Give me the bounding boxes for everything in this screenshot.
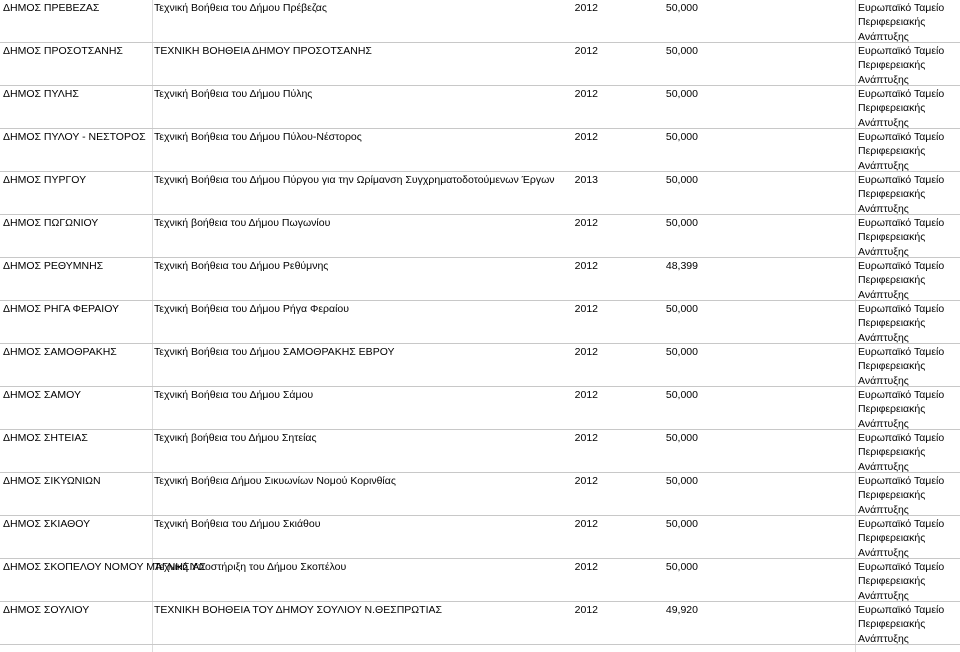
fund-line: Περιφερειακής	[858, 618, 926, 631]
year-cell: 2012	[574, 260, 598, 272]
fund-line: Περιφερειακής	[858, 360, 926, 373]
description-cell: Τεχνική Βοήθεια Δήμου Σικυωνίων Νομού Κορινθίας	[154, 475, 396, 487]
description-cell: Τεχνική Βοήθεια του Δήμου Πύλου-Νέστορος	[154, 131, 362, 143]
table-row	[0, 344, 960, 387]
year-cell: 2012	[574, 217, 598, 229]
table-row	[0, 258, 960, 301]
fund-line: Ανάπτυξης	[858, 159, 909, 172]
table-row	[0, 0, 960, 43]
municipality-cell: ΔΗΜΟΣ ΠΥΛΗΣ	[3, 88, 79, 100]
fund-line: Περιφερειακής	[858, 59, 926, 72]
municipality-cell: ΔΗΜΟΣ ΠΥΛΟΥ - ΝΕΣΤΟΡΟΣ	[3, 131, 146, 143]
municipality-cell: ΔΗΜΟΣ ΣΑΜΟΥ	[3, 389, 81, 401]
description-cell: Τεχνική Βοήθεια του Δήμου Σάμου	[154, 389, 314, 401]
year-cell: 2012	[574, 604, 598, 616]
year-cell: 2012	[574, 561, 598, 573]
fund-line: Ευρωπαϊκό Ταμείο	[858, 389, 945, 401]
amount-cell: 50,000	[665, 88, 698, 100]
fund-line: Ανάπτυξης	[858, 632, 909, 645]
fund-cell	[858, 431, 958, 474]
municipality-cell: ΔΗΜΟΣ ΠΥΡΓΟΥ	[3, 174, 87, 186]
fund-line: Ανάπτυξης	[858, 589, 909, 602]
table-row	[0, 516, 960, 559]
municipality-cell: ΔΗΜΟΣ ΣΗΤΕΙΑΣ	[3, 432, 88, 444]
fund-line: Περιφερειακής	[858, 102, 926, 115]
table-row	[0, 215, 960, 258]
amount-cell: 49,920	[665, 604, 698, 616]
municipality-cell: ΔΗΜΟΣ ΣΟΥΛΙΟΥ	[3, 604, 90, 616]
municipality-cell: ΔΗΜΟΣ ΠΡΕΒΕΖΑΣ	[3, 2, 100, 14]
fund-line: Ανάπτυξης	[858, 503, 909, 516]
table-row	[0, 172, 960, 215]
year-cell: 2012	[574, 45, 598, 57]
fund-line: Ευρωπαϊκό Ταμείο	[858, 217, 945, 229]
fund-line: Περιφερειακής	[858, 188, 926, 201]
fund-cell	[858, 302, 958, 345]
year-cell: 2013	[574, 174, 598, 186]
fund-cell	[858, 517, 958, 560]
table-row	[0, 602, 960, 645]
fund-line: Περιφερειακής	[858, 575, 926, 588]
fund-line: Περιφερειακής	[858, 403, 926, 416]
fund-cell	[858, 560, 958, 603]
fund-cell	[858, 603, 958, 646]
amount-cell: 50,000	[665, 131, 698, 143]
fund-line: Περιφερειακής	[858, 446, 926, 459]
fund-line: Ευρωπαϊκό Ταμείο	[858, 518, 945, 530]
fund-cell	[858, 345, 958, 388]
fund-line: Περιφερειακής	[858, 145, 926, 158]
municipality-cell: ΔΗΜΟΣ ΣΚΟΠΕΛΟΥ ΝΟΜΟΥ ΜΑΓΝΗΣΙΑΣ	[3, 561, 206, 573]
fund-cell	[858, 173, 958, 216]
description-cell: Τεχνική Βοήθεια του Δήμου Πρέβεζας	[154, 2, 327, 14]
year-cell: 2012	[574, 131, 598, 143]
amount-cell: 50,000	[665, 389, 698, 401]
fund-cell	[858, 259, 958, 302]
year-cell: 2012	[574, 389, 598, 401]
municipality-cell: ΔΗΜΟΣ ΠΩΓΩΝΙΟΥ	[3, 217, 99, 229]
fund-cell	[858, 130, 958, 173]
fund-cell	[858, 1, 958, 44]
description-cell: ΤΕΧΝΙΚΗ ΒΟΗΘΕΙΑ ΔΗΜΟΥ ΠΡΟΣΟΤΣΑΝΗΣ	[154, 45, 372, 57]
fund-cell	[858, 474, 958, 517]
amount-cell: 50,000	[665, 2, 698, 14]
description-cell: Τεχνική Βοήθεια του Δήμου Ρήγα Φεραίου	[154, 303, 349, 315]
description-cell: ΤΕΧΝΙΚΗ ΒΟΗΘΕΙΑ ΤΟΥ ΔΗΜΟΥ ΣΟΥΛΙΟΥ Ν.ΘΕΣΠΡΩΤΙΑΣ	[154, 604, 442, 616]
fund-line: Ανάπτυξης	[858, 460, 909, 473]
fund-line: Ευρωπαϊκό Ταμείο	[858, 88, 945, 100]
year-cell: 2012	[574, 432, 598, 444]
description-cell: Τεχνική Βοήθεια του Δήμου Πύλης	[154, 88, 313, 100]
fund-line: Περιφερειακής	[858, 274, 926, 287]
table-row	[0, 86, 960, 129]
fund-line: Ανάπτυξης	[858, 202, 909, 215]
fund-line: Ευρωπαϊκό Ταμείο	[858, 604, 945, 616]
fund-cell	[858, 87, 958, 130]
amount-cell: 50,000	[665, 217, 698, 229]
fund-line: Ανάπτυξης	[858, 288, 909, 301]
fund-line: Ευρωπαϊκό Ταμείο	[858, 260, 945, 272]
description-cell: Τεχνική Υποστήριξη του Δήμου Σκοπέλου	[154, 561, 347, 573]
table-row	[0, 387, 960, 430]
fund-line: Ανάπτυξης	[858, 116, 909, 129]
fund-line: Ανάπτυξης	[858, 331, 909, 344]
amount-cell: 48,399	[665, 260, 698, 272]
amount-cell: 50,000	[665, 174, 698, 186]
table-row	[0, 430, 960, 473]
amount-cell: 50,000	[665, 518, 698, 530]
municipality-cell: ΔΗΜΟΣ ΡΗΓΑ ΦΕΡΑΙΟΥ	[3, 303, 120, 315]
fund-line: Ανάπτυξης	[858, 374, 909, 387]
fund-line: Περιφερειακής	[858, 16, 926, 29]
table-row	[0, 473, 960, 516]
fund-line: Περιφερειακής	[858, 532, 926, 545]
amount-cell: 50,000	[665, 561, 698, 573]
description-cell: Τεχνική βοήθεια του Δήμου Πωγωνίου	[154, 217, 331, 229]
amount-cell: 50,000	[665, 346, 698, 358]
fund-line: Ευρωπαϊκό Ταμείο	[858, 475, 945, 487]
fund-cell	[858, 388, 958, 431]
amount-cell: 50,000	[665, 475, 698, 487]
year-cell: 2012	[574, 518, 598, 530]
fund-line: Ευρωπαϊκό Ταμείο	[858, 432, 945, 444]
table-row	[0, 43, 960, 86]
description-cell: Τεχνική Βοήθεια του Δήμου Σκιάθου	[154, 518, 321, 530]
fund-line: Ευρωπαϊκό Ταμείο	[858, 174, 945, 186]
table-row	[0, 559, 960, 602]
year-cell: 2012	[574, 303, 598, 315]
fund-line: Ανάπτυξης	[858, 417, 909, 430]
year-cell: 2012	[574, 2, 598, 14]
amount-cell: 50,000	[665, 45, 698, 57]
fund-line: Περιφερειακής	[858, 231, 926, 244]
fund-line: Ανάπτυξης	[858, 245, 909, 258]
municipality-cell: ΔΗΜΟΣ ΡΕΘΥΜΝΗΣ	[3, 260, 104, 272]
fund-line: Ευρωπαϊκό Ταμείο	[858, 346, 945, 358]
fund-line: Περιφερειακής	[858, 317, 926, 330]
description-cell: Τεχνική Βοήθεια του Δήμου ΣΑΜΟΘΡΑΚΗΣ ΕΒΡΟΥ	[154, 346, 395, 358]
year-cell: 2012	[574, 475, 598, 487]
description-cell: Τεχνική Βοήθεια του Δήμου Πύργου για την Ωρίμανση Συγχρηματοδοτούμενων Έργων	[154, 174, 555, 186]
table-row	[0, 129, 960, 172]
fund-line: Ευρωπαϊκό Ταμείο	[858, 131, 945, 143]
amount-cell: 50,000	[665, 303, 698, 315]
municipality-cell: ΔΗΜΟΣ ΣΙΚΥΩΝΙΩΝ	[3, 475, 101, 487]
fund-line: Ανάπτυξης	[858, 73, 909, 86]
amount-cell: 50,000	[665, 432, 698, 444]
description-cell: Τεχνική Βοήθεια του Δήμου Ρεθύμνης	[154, 260, 329, 272]
fund-line: Ανάπτυξης	[858, 30, 909, 43]
fund-line: Ευρωπαϊκό Ταμείο	[858, 303, 945, 315]
table-row	[0, 301, 960, 344]
fund-line: Ευρωπαϊκό Ταμείο	[858, 2, 945, 14]
municipality-cell: ΔΗΜΟΣ ΣΚΙΑΘΟΥ	[3, 518, 91, 530]
description-cell: Τεχνική βοήθεια του Δήμου Σητείας	[154, 432, 317, 444]
fund-line: Ανάπτυξης	[858, 546, 909, 559]
year-cell: 2012	[574, 346, 598, 358]
municipality-cell: ΔΗΜΟΣ ΣΑΜΟΘΡΑΚΗΣ	[3, 346, 117, 358]
fund-line: Περιφερειακής	[858, 489, 926, 502]
fund-cell	[858, 44, 958, 87]
fund-cell	[858, 216, 958, 259]
fund-line: Ευρωπαϊκό Ταμείο	[858, 45, 945, 57]
municipality-cell: ΔΗΜΟΣ ΠΡΟΣΟΤΣΑΝΗΣ	[3, 45, 123, 57]
year-cell: 2012	[574, 88, 598, 100]
fund-line: Ευρωπαϊκό Ταμείο	[858, 561, 945, 573]
